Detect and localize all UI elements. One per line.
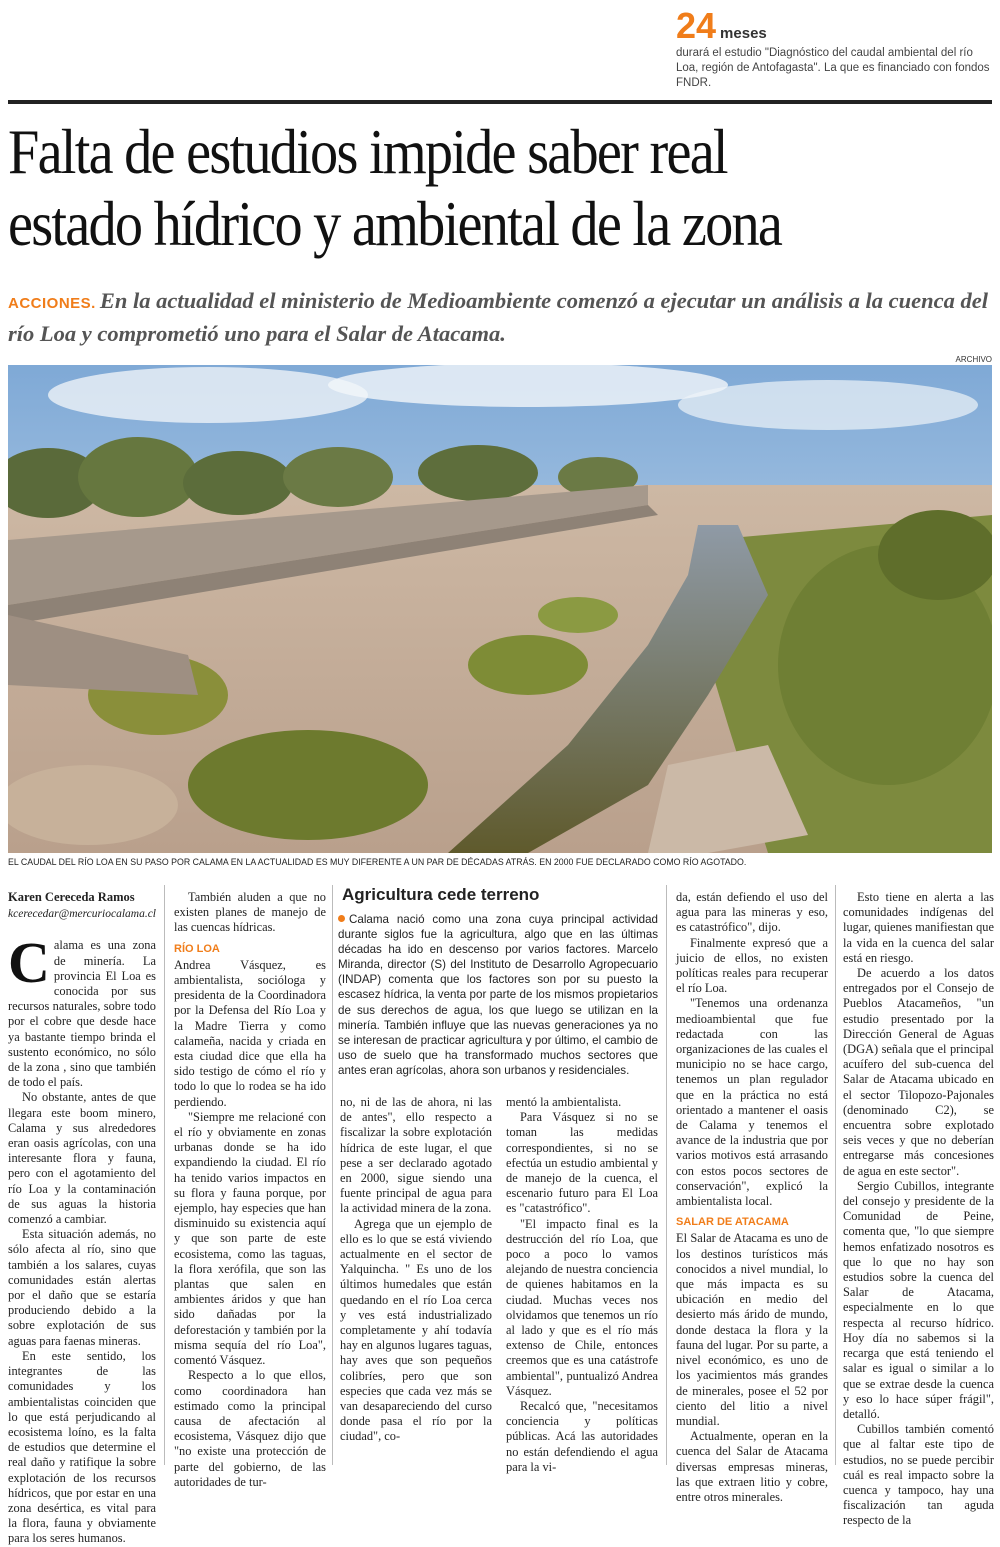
col3-paragraph-2: Agrega que un ejemplo de ello es lo que se está viviendo actualmente en el sector de Yalquincha. " Es uno de los últimos humedales que están quedando en el río Loa cerca y ves está industrializado completamente y ahí todavía hay en algunos lugares taguas, hay aves que son pequeños colibríes, pero que son especies que cada vez más se van desapareciendo del curso donde pasa el río por la ciudad", co- — [340, 1216, 492, 1444]
col6-paragraph-2: De acuerdo a los datos entregados por el Consejo de Pueblos Atacameños, "un estudio presentado por la Dirección General de Aguas (DGA) señala que el principal acuífero del sub-cuenca del Salar de Atacama ubicado en el sector Tilopozo-Pajonales (denominado C2), se encuentra sobre explotado seis veces y que no deberían entregarse más concesiones de agua en este sector". — [843, 966, 994, 1178]
author-email: kcerecedar@mercuriocalama.cl — [8, 908, 156, 921]
column-4 — [506, 1095, 658, 1475]
col3-paragraph-1: no, ni de las de ahora, ni las de antes", ello respecto a fiscalizar la sobre explotación hídrica de este lugar, el que pese a ser declarado agotado en 2000, sigue siendo una fuente principal de agua para la actividad minera de la zona. — [340, 1095, 492, 1216]
top-rule — [8, 100, 992, 104]
col2-paragraph-3: "Siempre me relacioné con el río y obviamente en zonas urbanas donde se ha ido expandiendo la ciudad. El río ha tenido varios impactos en su flora y fauna porque, por ejemplo, hay especies que han disminuido su existencia aquí y que son parte de este ecosistema, como las taguas, la flora xerófila, que son las plantas que salen en ambientes áridos y que han sido dañadas por la deforestación y también por la misma sequía del río Loa", comentó Vásquez. — [174, 1109, 326, 1368]
col5-paragraph-5: Actualmente, operan en la cuenca del Salar de Atacama diversas empresas mineras, las que extraen litio y cobre, entre otros minerales. — [676, 1429, 828, 1504]
photo-caption: EL CAUDAL DEL RÍO LOA EN SU PASO POR CALAMA EN LA ACTUALIDAD ES MUY DIFERENTE A UN PAR DE DÉCADAS ATRÁS. EN 2000 FUE DECLARADO COMO RÍO AGOTADO. — [8, 857, 747, 867]
column-divider — [835, 885, 836, 1465]
headline — [8, 116, 881, 260]
box-text-block — [338, 912, 658, 1078]
col2-paragraph-2: Andrea Vásquez, es ambientalista, socióloga y presidenta de la Coordinadora por la Defensa del Río Loa y la Madre Tierra y como calameña, nacida y criada en esta ciudad dice que ella ha sido testigo de cómo el río y todo lo que lo rodea se ha ido perdiendo. — [174, 957, 326, 1109]
column-5 — [676, 890, 828, 1505]
subhead-rio-loa: RÍO LOA — [174, 942, 220, 955]
column-2 — [174, 890, 326, 1490]
col6-paragraph-3: Sergio Cubillos, integrante del consejo y presidente de la Comunidad de Peine, comenta que, "lo que siempre hemos enfatizado nosotros es que lo que no hay son estudios sobre la cuenca del Salar de Atacama, especialmente en lo que respecta al recurso hídrico. Hoy día no sabemos si la recarga que está teniendo el salar es igual o similar a lo que se extrae desde la cuenca y eso lo hace súper frágil", detalló. — [843, 1178, 994, 1421]
col4-paragraph-1: mentó la ambientalista. — [506, 1095, 622, 1109]
column-divider — [164, 885, 165, 1465]
headline-line-2: estado hídrico y ambiental de la zona — [8, 188, 782, 259]
photo-credit: ARCHIVO — [955, 355, 992, 364]
box-title: Agricultura cede terreno — [342, 885, 540, 904]
stat-number: 24 — [676, 5, 717, 46]
stat-unit: meses — [720, 25, 767, 42]
dropcap: C — [8, 930, 50, 996]
col5-paragraph-1: da, están defiendo el uso del agua para las mineras y eso, es catastrófico", dijo. — [676, 890, 828, 935]
column-divider — [332, 885, 333, 1465]
column-1 — [8, 890, 156, 1547]
river-photo — [8, 365, 992, 853]
col1-paragraph-2: No obstante, antes de que llegara este boom minero, Calama y sus alrededores eran oasis agrícolas, con una interesante flora y fauna, pero con el agotamiento del río Loa y la contaminación de sus aguas la historia comenzó a cambiar. — [8, 1090, 156, 1227]
headline-line-1: Falta de estudios impide saber real — [8, 116, 727, 187]
stat-description: durará el estudio "Diagnóstico del caudal ambiental del río Loa, región de Antofagasta". La que es financiado con fondos FNDR. — [676, 47, 990, 89]
col2-paragraph-1: También aluden a que no existen planes de manejo de las cuencas hídricas. — [174, 890, 326, 935]
col6-paragraph-1: Esto tiene en alerta a las comunidades indígenas del lugar, quienes manifiestan que la vida en la cuenca del salar está en riesgo. — [843, 890, 994, 965]
col6-paragraph-4: Cubillos también comentó que al faltar este tipo de estudios, no se puede percibir cuál es real impacto sobre la cuenca y tampoco, hay una fiscalización tan aguda respecto de la — [843, 1422, 994, 1528]
col2-paragraph-4: Respecto a lo que ellos, como coordinadora han estimado como la principal causa de afectación al ecosistema, Vásquez dijo que "no existe una protección de parte del gobierno, de las autoridades de tur- — [174, 1368, 326, 1489]
river-photo-illustration — [8, 365, 992, 853]
col1-paragraph-4: En este sentido, los integrantes de las comunidades y los ambientalistas coinciden que lo que está perjudicando al ecosistema loíno, es la falta de estudios que determine el real daño y ratifique la sobre explotación de los recursos hídricos, que por estar en una zona desértica, es vital para la flora, fauna y obviamente para los seres humanos. — [8, 1348, 156, 1546]
column-6 — [843, 890, 994, 1529]
deck-kicker: ACCIONES. — [8, 295, 96, 312]
stat-box — [676, 5, 996, 91]
deck — [8, 286, 993, 349]
column-3 — [340, 1095, 492, 1445]
author-name: Karen Cereceda Ramos — [8, 890, 135, 904]
subhead-salar-de-atacama: SALAR DE ATACAMA — [676, 1216, 789, 1229]
box-text: Calama nació como una zona cuya principal actividad durante siglos fue la agricultura, algo que en las últimas décadas ha ido en descenso por varios factores. Marcelo Miranda, director (S) del Instituto de Desarrollo Agropecuario (INDAP) comenta que los factores son por su puesto la escasez hídrica, la venta por parte de los mismos propietarios de sus derechos de agua, los que luego se utilizan en la minería. También influye que las nuevas generaciones ya no se interesan de practicar agricultura y por último, el cambio de uso de suelo que ha transformado muchos sectores que antes eran agrícolas, ahora son urbanos y residenciales. — [338, 913, 658, 1077]
col1-paragraph-1: alama es una zona de minería. La provincia El Loa es conocida por sus recursos naturales, sobre todo por el cobre que desde hace ya bastante tiempo brinda el sustento económico, no sólo de la zona , sino que también de todo el país. — [8, 938, 156, 1090]
col4-paragraph-3: "El impacto final es la destrucción del río Loa, que poco a poco lo vamos alejando de nuestra conciencia de quienes habitamos en la ciudad. Muchas veces nos olvidamos que tenemos un río al lado y que es el río más extenso de Chile, entonces creemos que es una catástrofe ambiental", puntualizó Andrea Vásquez. — [506, 1216, 658, 1398]
column-divider — [666, 885, 667, 1465]
col4-paragraph-2: Para Vásquez si no se toman las medidas correspondientes, si no se efectúa un estudio ambiental y de manejo de la cuenca, el escenario futuro para El Loa es "catastrófico". — [506, 1110, 658, 1216]
col5-paragraph-2: Finalmente expresó que a juicio de ellos, no existen políticas reales para recuperar el río Loa. — [676, 935, 828, 996]
col1-paragraph-3: Esta situación además, no sólo afecta al río, sino que también a los salares, cuyas comunidades están alertas por el daño que se estaría produciendo debido a la sobre explotación de sus aguas para faenas mineras. — [8, 1227, 156, 1348]
col4-paragraph-4: Recalcó que, "necesitamos conciencia y políticas públicas. Acá las autoridades no están defendiendo el agua para la vi- — [506, 1399, 658, 1474]
deck-text: En la actualidad el ministerio de Medioambiente comenzó a ejecutar un análisis a la cuenca del río Loa y comprometió uno para el Salar de Atacama. — [8, 288, 988, 346]
col5-paragraph-3: "Tenemos una ordenanza medioambiental que fue redactada con las organizaciones de las cuales el municipio no se hace cargo, tenemos un plan regulador que en la práctica no está orientado a mantener el oasis de Calama y tenemos el avance de la industria que por varios motivos está arrasando con estos pocos sectores de conservación", explicó la ambientalista local. — [676, 996, 828, 1209]
bullet-dot-icon — [338, 915, 345, 922]
col5-paragraph-4: El Salar de Atacama es uno de los destinos turísticos más conocidos a nivel mundial, lo que más impacta es su ubicación en medio del desierto más árido de mundo, donde destaca la flora y la fauna del lugar. Por su parte, a nivel económico, es uno de los yacimientos más grandes de minerales, posee el 52 por ciento del litio a nivel mundial. — [676, 1231, 828, 1428]
